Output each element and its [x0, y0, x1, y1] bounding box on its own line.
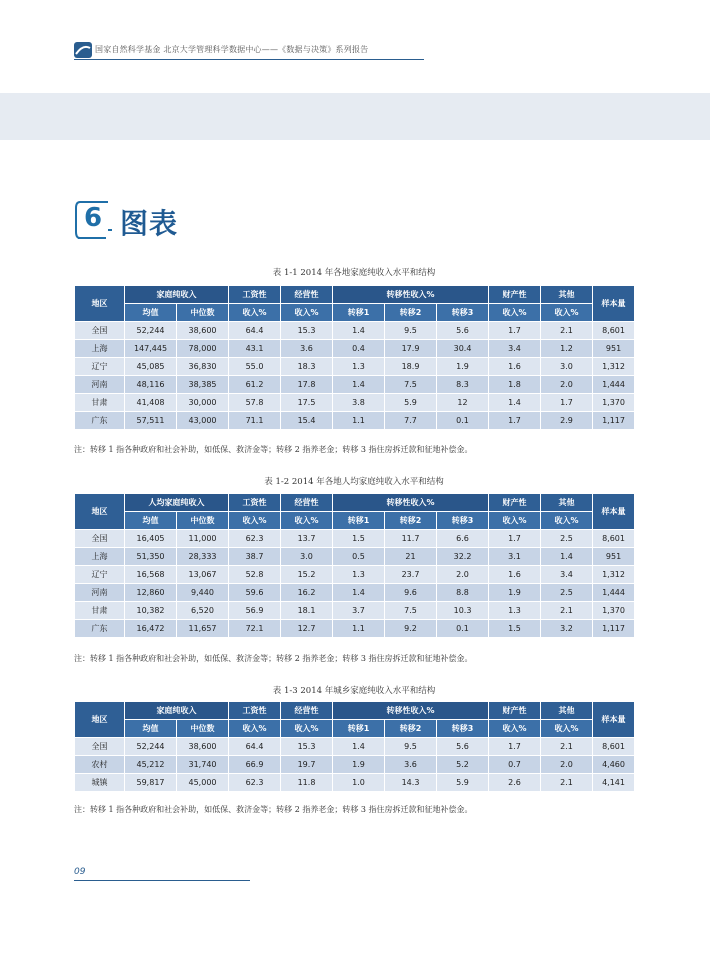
cell-property: 1.8: [489, 376, 541, 394]
subheader-other-pct: 收入%: [541, 304, 593, 322]
cell-wage: 61.2: [229, 376, 281, 394]
cell-business: 3.0: [281, 548, 333, 566]
cell-sample: 1,370: [593, 394, 635, 412]
section-number: 6: [83, 203, 103, 233]
cell-business: 18.3: [281, 358, 333, 376]
table-row: [75, 340, 635, 358]
cell-median: 13,067: [177, 566, 229, 584]
cell-region: 全国: [75, 322, 125, 340]
cell-t1: 3.8: [333, 394, 385, 412]
header-other: 其他: [541, 286, 593, 304]
cell-other: 2.1: [541, 322, 593, 340]
subheader-mean: 均值: [125, 304, 177, 322]
header-other: 其他: [541, 702, 593, 720]
cell-median: 30,000: [177, 394, 229, 412]
cell-wage: 38.7: [229, 548, 281, 566]
cell-t1: 0.5: [333, 548, 385, 566]
table-row: [75, 584, 635, 602]
cell-business: 15.3: [281, 322, 333, 340]
table-row: [75, 548, 635, 566]
cell-region: 辽宁: [75, 358, 125, 376]
subheader-transfer-3: 转移3: [437, 304, 489, 322]
cell-property: 1.7: [489, 322, 541, 340]
cell-t2: 21: [385, 548, 437, 566]
cell-t3: 10.3: [437, 602, 489, 620]
cell-sample: 951: [593, 340, 635, 358]
cell-wage: 43.1: [229, 340, 281, 358]
header-region: 地区: [75, 702, 125, 738]
cell-median: 36,830: [177, 358, 229, 376]
header-other: 其他: [541, 494, 593, 512]
subheader-transfer-3: 转移3: [437, 720, 489, 738]
subheader-other-pct: 收入%: [541, 512, 593, 530]
cell-mean: 51,350: [125, 548, 177, 566]
cell-t1: 1.1: [333, 412, 385, 430]
cell-sample: 8,601: [593, 322, 635, 340]
header-wage: 工资性: [229, 494, 281, 512]
cell-t2: 18.9: [385, 358, 437, 376]
cell-other: 1.7: [541, 394, 593, 412]
cell-region: 全国: [75, 530, 125, 548]
footer-rule: [74, 880, 250, 881]
cell-mean: 48,116: [125, 376, 177, 394]
cell-other: 1.4: [541, 548, 593, 566]
data-table: [74, 285, 635, 430]
cell-median: 43,000: [177, 412, 229, 430]
cell-mean: 41,408: [125, 394, 177, 412]
cell-t3: 5.6: [437, 322, 489, 340]
cell-other: 3.4: [541, 566, 593, 584]
cell-t1: 0.4: [333, 340, 385, 358]
cell-wage: 64.4: [229, 738, 281, 756]
cell-median: 78,000: [177, 340, 229, 358]
cell-median: 38,600: [177, 738, 229, 756]
cell-t1: 1.4: [333, 584, 385, 602]
subheader-mean: 均值: [125, 720, 177, 738]
cell-t2: 9.5: [385, 738, 437, 756]
cell-region: 河南: [75, 584, 125, 602]
cell-region: 上海: [75, 340, 125, 358]
cell-t3: 8.3: [437, 376, 489, 394]
cell-t3: 5.9: [437, 774, 489, 792]
header-property: 财产性: [489, 494, 541, 512]
cell-other: 2.0: [541, 376, 593, 394]
cell-property: 3.1: [489, 548, 541, 566]
table-header-row: [75, 494, 635, 512]
cell-sample: 1,444: [593, 376, 635, 394]
cell-wage: 64.4: [229, 322, 281, 340]
header-property: 财产性: [489, 286, 541, 304]
cell-wage: 62.3: [229, 530, 281, 548]
cell-t2: 23.7: [385, 566, 437, 584]
cell-t2: 9.6: [385, 584, 437, 602]
table-row: [75, 530, 635, 548]
cell-business: 11.8: [281, 774, 333, 792]
table-3-note: 注：转移 1 指各种政府和社会补助，如低保、救济金等；转移 2 指养老金；转移 3 指住房拆迁款和征地补偿金。: [74, 805, 473, 814]
cell-t1: 1.3: [333, 358, 385, 376]
cell-t3: 1.9: [437, 358, 489, 376]
cell-sample: 4,460: [593, 756, 635, 774]
cell-other: 2.1: [541, 738, 593, 756]
subheader-business-pct: 收入%: [281, 304, 333, 322]
cell-t1: 1.4: [333, 738, 385, 756]
cell-t1: 1.0: [333, 774, 385, 792]
cell-region: 全国: [75, 738, 125, 756]
header-region: 地区: [75, 286, 125, 322]
table-1-note: 注：转移 1 指各种政府和社会补助，如低保、救济金等；转移 2 指养老金；转移 3 指住房拆迁款和征地补偿金。: [74, 445, 473, 454]
cell-property: 2.6: [489, 774, 541, 792]
cell-t3: 12: [437, 394, 489, 412]
subheader-median: 中位数: [177, 304, 229, 322]
cell-t2: 11.7: [385, 530, 437, 548]
cell-property: 1.6: [489, 566, 541, 584]
table-subheader-row: [75, 720, 635, 738]
cell-business: 12.7: [281, 620, 333, 638]
running-header: 国家自然科学基金 北京大学管理科学数据中心——《数据与决策》系列报告: [95, 45, 369, 54]
cell-other: 2.5: [541, 530, 593, 548]
cell-t1: 1.9: [333, 756, 385, 774]
cell-t2: 17.9: [385, 340, 437, 358]
cell-property: 1.3: [489, 602, 541, 620]
cell-t2: 14.3: [385, 774, 437, 792]
table-2: [74, 493, 634, 638]
table-3-caption: 表 1-3 2014 年城乡家庭纯收入水平和结构: [272, 686, 436, 696]
cell-region: 河南: [75, 376, 125, 394]
header-wage: 工资性: [229, 286, 281, 304]
cell-median: 6,520: [177, 602, 229, 620]
cell-sample: 1,370: [593, 602, 635, 620]
table-1-caption: 表 1-1 2014 年各地家庭纯收入水平和结构: [272, 268, 436, 278]
cell-t2: 9.2: [385, 620, 437, 638]
table-row: [75, 376, 635, 394]
cell-property: 1.7: [489, 412, 541, 430]
cell-median: 38,600: [177, 322, 229, 340]
cell-region: 上海: [75, 548, 125, 566]
cell-sample: 1,117: [593, 620, 635, 638]
header-business: 经营性: [281, 494, 333, 512]
header-wage: 工资性: [229, 702, 281, 720]
cell-t2: 9.5: [385, 322, 437, 340]
cell-sample: 1,312: [593, 358, 635, 376]
cell-t1: 1.4: [333, 376, 385, 394]
header-transfer-group: 转移性收入%: [333, 494, 489, 512]
cell-region: 甘肃: [75, 602, 125, 620]
cell-t3: 2.0: [437, 566, 489, 584]
table-row: [75, 602, 635, 620]
cell-t3: 0.1: [437, 412, 489, 430]
subheader-business-pct: 收入%: [281, 512, 333, 530]
subheader-wage-pct: 收入%: [229, 720, 281, 738]
cell-wage: 72.1: [229, 620, 281, 638]
subheader-transfer-1: 转移1: [333, 512, 385, 530]
cell-region: 辽宁: [75, 566, 125, 584]
header-sample: 样本量: [593, 702, 635, 738]
cell-median: 45,000: [177, 774, 229, 792]
table-2-note: 注：转移 1 指各种政府和社会补助，如低保、救济金等；转移 2 指养老金；转移 3 指住房拆迁款和征地补偿金。: [74, 654, 473, 663]
table-1: [74, 285, 634, 430]
cell-t3: 30.4: [437, 340, 489, 358]
cell-other: 1.2: [541, 340, 593, 358]
header-region: 地区: [75, 494, 125, 530]
subheader-property-pct: 收入%: [489, 304, 541, 322]
cell-wage: 62.3: [229, 774, 281, 792]
subheader-transfer-1: 转移1: [333, 720, 385, 738]
cell-business: 13.7: [281, 530, 333, 548]
table-3: [74, 701, 634, 792]
header-income-group: 家庭纯收入: [125, 702, 229, 720]
cell-business: 18.1: [281, 602, 333, 620]
cell-mean: 57,511: [125, 412, 177, 430]
cell-t2: 7.5: [385, 602, 437, 620]
cell-t2: 3.6: [385, 756, 437, 774]
cell-t1: 1.4: [333, 322, 385, 340]
cell-wage: 52.8: [229, 566, 281, 584]
cell-t1: 1.5: [333, 530, 385, 548]
cell-mean: 16,472: [125, 620, 177, 638]
header-property: 财产性: [489, 702, 541, 720]
cell-property: 1.6: [489, 358, 541, 376]
cell-wage: 55.0: [229, 358, 281, 376]
cell-property: 1.4: [489, 394, 541, 412]
cell-mean: 59,817: [125, 774, 177, 792]
table-row: [75, 358, 635, 376]
subheader-property-pct: 收入%: [489, 512, 541, 530]
cell-t3: 32.2: [437, 548, 489, 566]
table-row: [75, 756, 635, 774]
cell-mean: 10,382: [125, 602, 177, 620]
cell-t3: 0.1: [437, 620, 489, 638]
cell-other: 2.1: [541, 774, 593, 792]
subheader-other-pct: 收入%: [541, 720, 593, 738]
cell-property: 3.4: [489, 340, 541, 358]
subheader-transfer-1: 转移1: [333, 304, 385, 322]
cell-business: 17.5: [281, 394, 333, 412]
cell-sample: 4,141: [593, 774, 635, 792]
cell-median: 11,657: [177, 620, 229, 638]
table-row: [75, 566, 635, 584]
table-row: [75, 738, 635, 756]
table-row: [75, 322, 635, 340]
table-row: [75, 620, 635, 638]
subheader-median: 中位数: [177, 512, 229, 530]
cell-t3: 5.2: [437, 756, 489, 774]
cell-sample: 8,601: [593, 738, 635, 756]
cell-median: 31,740: [177, 756, 229, 774]
cell-t2: 5.9: [385, 394, 437, 412]
table-2-caption: 表 1-2 2014 年各地人均家庭纯收入水平和结构: [264, 477, 444, 487]
subheader-transfer-2: 转移2: [385, 304, 437, 322]
cell-mean: 147,445: [125, 340, 177, 358]
header-band: [0, 93, 710, 140]
table-subheader-row: [75, 512, 635, 530]
header-rule: [74, 59, 424, 60]
subheader-transfer-3: 转移3: [437, 512, 489, 530]
cell-other: 3.0: [541, 358, 593, 376]
cell-region: 甘肃: [75, 394, 125, 412]
cell-mean: 45,212: [125, 756, 177, 774]
cell-business: 17.8: [281, 376, 333, 394]
cell-business: 19.7: [281, 756, 333, 774]
cell-t2: 7.5: [385, 376, 437, 394]
cell-other: 2.0: [541, 756, 593, 774]
cell-business: 15.4: [281, 412, 333, 430]
cell-t3: 5.6: [437, 738, 489, 756]
cell-property: 1.9: [489, 584, 541, 602]
table-row: [75, 774, 635, 792]
cell-wage: 57.8: [229, 394, 281, 412]
cell-median: 38,385: [177, 376, 229, 394]
subheader-median: 中位数: [177, 720, 229, 738]
cell-business: 15.3: [281, 738, 333, 756]
cell-t3: 8.8: [437, 584, 489, 602]
cell-property: 1.7: [489, 738, 541, 756]
cell-mean: 16,568: [125, 566, 177, 584]
cell-mean: 12,860: [125, 584, 177, 602]
cell-median: 11,000: [177, 530, 229, 548]
cell-sample: 1,312: [593, 566, 635, 584]
cell-median: 9,440: [177, 584, 229, 602]
cell-mean: 52,244: [125, 322, 177, 340]
cell-business: 15.2: [281, 566, 333, 584]
cell-mean: 45,085: [125, 358, 177, 376]
header-sample: 样本量: [593, 494, 635, 530]
data-table: [74, 701, 635, 792]
cell-t1: 1.1: [333, 620, 385, 638]
cell-sample: 951: [593, 548, 635, 566]
cell-t2: 7.7: [385, 412, 437, 430]
cell-wage: 71.1: [229, 412, 281, 430]
subheader-transfer-2: 转移2: [385, 720, 437, 738]
header-sample: 样本量: [593, 286, 635, 322]
cell-business: 16.2: [281, 584, 333, 602]
cell-mean: 52,244: [125, 738, 177, 756]
cell-other: 2.9: [541, 412, 593, 430]
cell-sample: 1,117: [593, 412, 635, 430]
subheader-property-pct: 收入%: [489, 720, 541, 738]
cell-region: 广东: [75, 412, 125, 430]
cell-property: 1.5: [489, 620, 541, 638]
cell-sample: 1,444: [593, 584, 635, 602]
cell-region: 城镇: [75, 774, 125, 792]
header-transfer-group: 转移性收入%: [333, 702, 489, 720]
cell-business: 3.6: [281, 340, 333, 358]
cell-wage: 66.9: [229, 756, 281, 774]
table-row: [75, 394, 635, 412]
table-subheader-row: [75, 304, 635, 322]
subheader-mean: 均值: [125, 512, 177, 530]
cell-mean: 16,405: [125, 530, 177, 548]
cell-region: 广东: [75, 620, 125, 638]
cell-wage: 59.6: [229, 584, 281, 602]
cell-other: 3.2: [541, 620, 593, 638]
cell-median: 28,333: [177, 548, 229, 566]
page-number: 09: [74, 867, 86, 877]
cell-other: 2.1: [541, 602, 593, 620]
table-row: [75, 412, 635, 430]
cell-wage: 56.9: [229, 602, 281, 620]
cell-property: 1.7: [489, 530, 541, 548]
cell-t1: 1.3: [333, 566, 385, 584]
cell-region: 农村: [75, 756, 125, 774]
header-income-group: 人均家庭纯收入: [125, 494, 229, 512]
header-transfer-group: 转移性收入%: [333, 286, 489, 304]
section-title: 图表: [120, 207, 179, 240]
subheader-business-pct: 收入%: [281, 720, 333, 738]
data-table: [74, 493, 635, 638]
table-header-row: [75, 286, 635, 304]
subheader-wage-pct: 收入%: [229, 304, 281, 322]
cell-property: 0.7: [489, 756, 541, 774]
header-income-group: 家庭纯收入: [125, 286, 229, 304]
header-business: 经营性: [281, 286, 333, 304]
header-business: 经营性: [281, 702, 333, 720]
report-logo-icon: [74, 42, 92, 58]
cell-other: 2.5: [541, 584, 593, 602]
table-header-row: [75, 702, 635, 720]
cell-sample: 8,601: [593, 530, 635, 548]
subheader-transfer-2: 转移2: [385, 512, 437, 530]
subheader-wage-pct: 收入%: [229, 512, 281, 530]
cell-t1: 3.7: [333, 602, 385, 620]
cell-t3: 6.6: [437, 530, 489, 548]
